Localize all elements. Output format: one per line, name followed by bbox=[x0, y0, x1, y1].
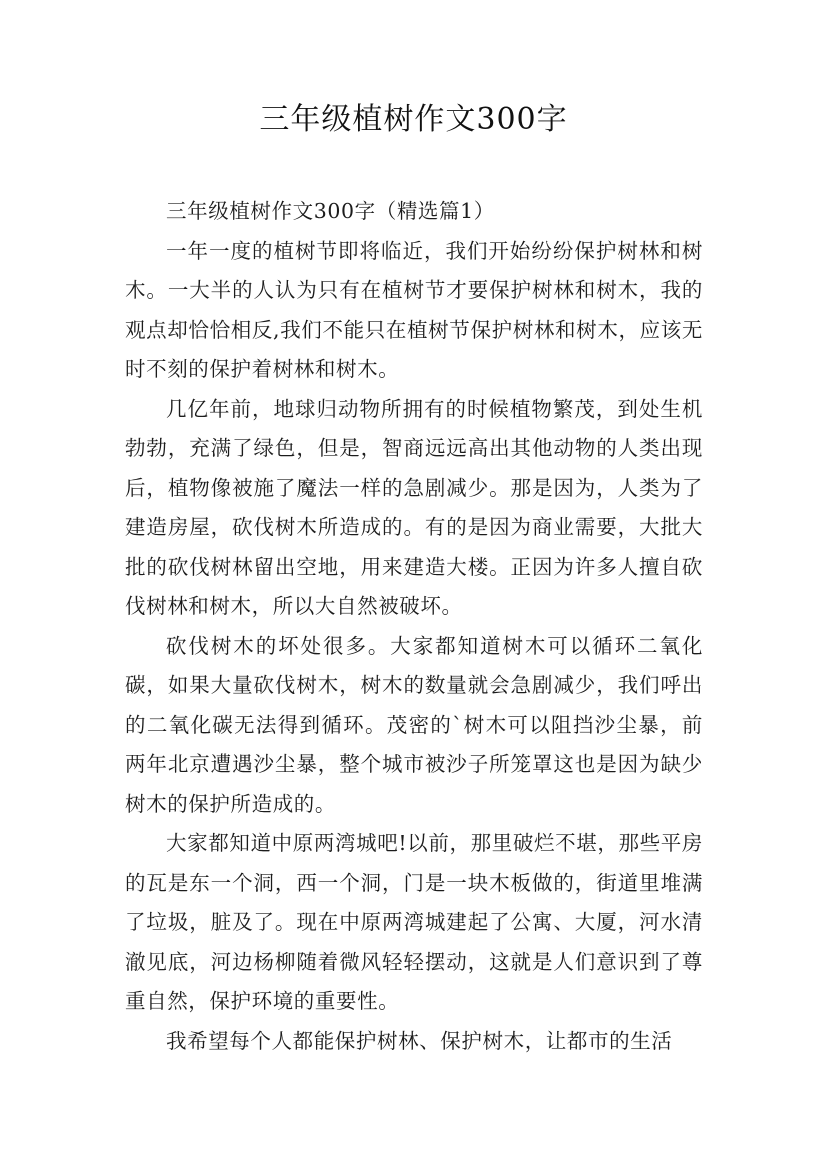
paragraph: 砍伐树木的坏处很多。大家都知道树木可以循环二氧化碳，如果大量砍伐树木，树木的数量就会急剧减少，我们呼出的二氧化碳无法得到循环。茂密的`树木可以阻挡沙尘暴，前两年北京遭遇沙尘暴，整个城市被沙子所笼罩这也是因为缺少树木的保护所造成的。 bbox=[125, 633, 703, 816]
paragraph: 一年一度的植树节即将临近，我们开始纷纷保护树林和树木。一大半的人认为只有在植树节才要保护树林和树木，我的观点却恰恰相反,我们不能只在植树节保护树林和树木，应该无时不刻的保护着树林和树木。 bbox=[125, 238, 703, 381]
paragraph: 大家都知道中原两湾城吧!以前，那里破烂不堪，那些平房的瓦是东一个洞，西一个洞，门是一块木板做的，街道里堆满了垃圾，脏及了。现在中原两湾城建起了公寓、大厦，河水清澈见底，河边杨柳随着微风轻轻摆动，这就是人们意识到了尊重自然，保护环境的重要性。 bbox=[125, 831, 703, 1013]
document-title: 三年级植树作文300字 bbox=[259, 102, 568, 137]
article-subtitle: 三年级植树作文300字（精选篇1） bbox=[166, 199, 495, 223]
paragraph: 我希望每个人都能保护树林、保护树木，让都市的生活 bbox=[166, 1028, 673, 1053]
article-body bbox=[125, 192, 703, 1061]
paragraph: 几亿年前，地球归动物所拥有的时候植物繁茂，到处生机勃勃，充满了绿色，但是，智商远远高出其他动物的人类出现后，植物像被施了魔法一样的急剧减少。那是因为，人类为了建造房屋，砍伐树木所造成的。有的是因为商业需要，大批大批的砍伐树林留出空地，用来建造大楼。正因为许多人擅自砍伐树林和树木，所以大自然被破坏。 bbox=[125, 396, 703, 618]
